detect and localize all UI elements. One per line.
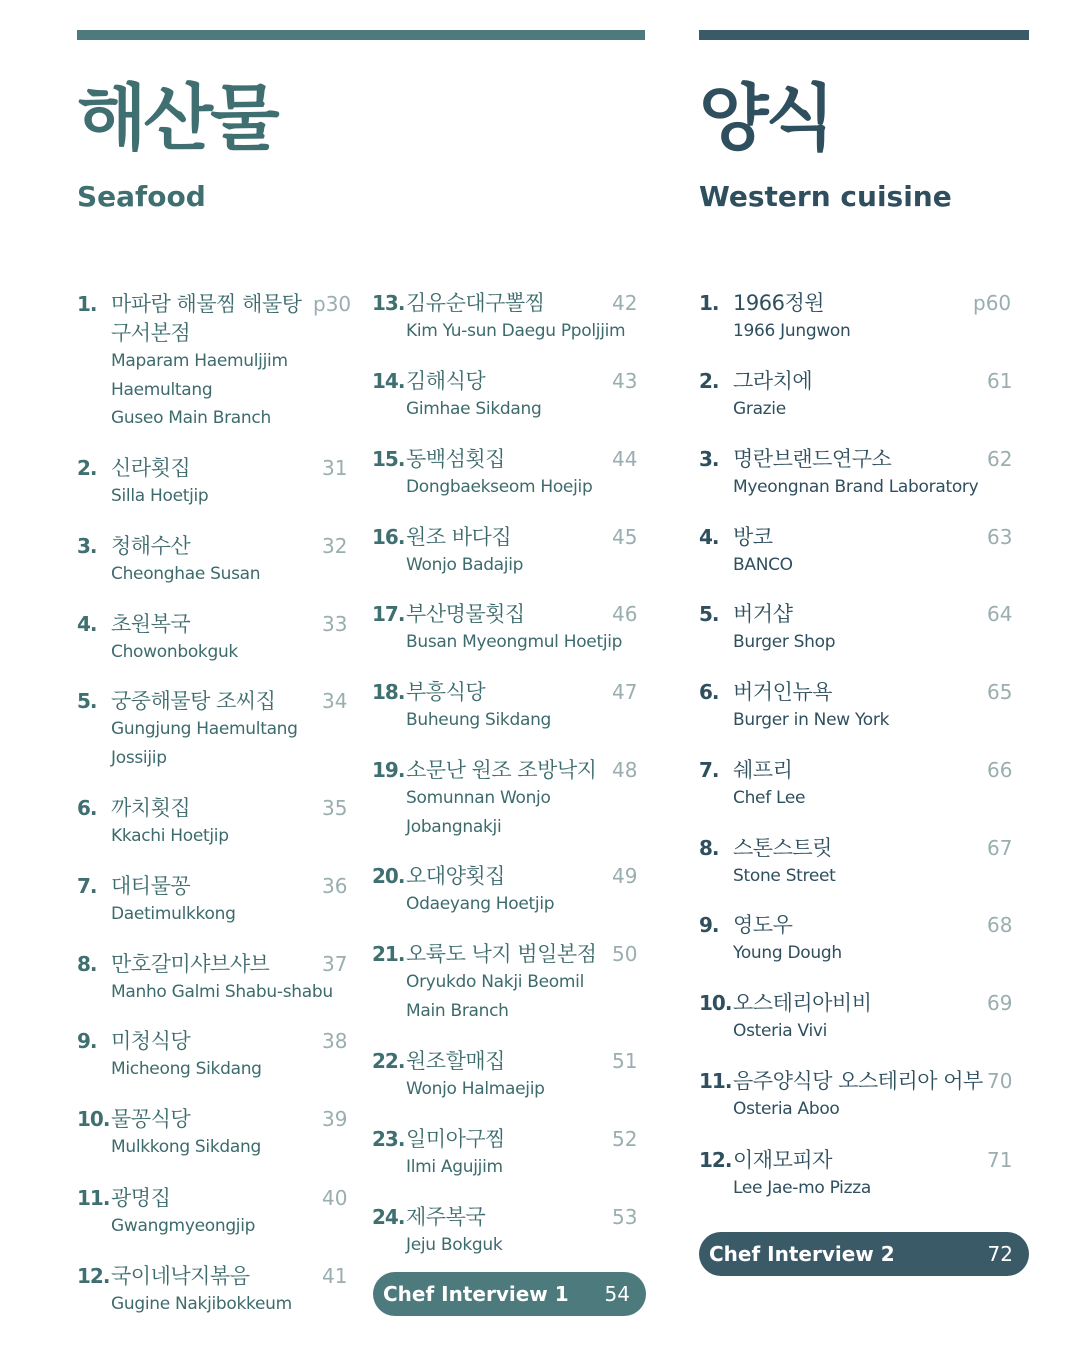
entry-english-name: Jeju Bokguk: [406, 1235, 503, 1255]
toc-entry[interactable]: [372, 447, 652, 507]
entry-number: 12.: [77, 1264, 110, 1288]
entry-number: 8.: [77, 952, 97, 976]
entry-number: 20.: [372, 864, 405, 888]
chef-interview-2-page: 72: [987, 1242, 1013, 1266]
entry-korean-name: 동백섬횟집: [406, 447, 505, 471]
entry-number: 7.: [77, 874, 97, 898]
western-header-bar: [699, 30, 1029, 40]
entry-english-name: Manho Galmi Shabu-shabu: [111, 982, 333, 1002]
entry-number: 15.: [372, 447, 405, 471]
entry-page-number: 50: [612, 942, 638, 966]
entry-number: 6.: [699, 680, 719, 704]
entry-english-name: Somunnan Wonjo: [406, 788, 551, 808]
entry-page-number: 46: [612, 602, 638, 626]
entry-english-name: Silla Hoetjip: [111, 486, 209, 506]
entry-korean-name: 스톤스트릿: [733, 836, 832, 860]
entry-number: 5.: [77, 689, 97, 713]
entry-number: 10.: [699, 991, 732, 1015]
entry-korean-name: 신라횟집: [111, 456, 191, 480]
toc-entry[interactable]: [77, 534, 362, 594]
entry-page-number: 34: [322, 689, 348, 713]
toc-entry[interactable]: [372, 758, 652, 837]
entry-number: 13.: [372, 291, 405, 315]
entry-page-number: 32: [322, 534, 348, 558]
entry-korean-name: 광명집: [111, 1186, 171, 1210]
entry-english-name: Osteria Aboo: [733, 1099, 840, 1119]
entry-korean-name: 버거인뉴욕: [733, 680, 832, 704]
entry-korean-name: 구서본점: [111, 321, 191, 345]
entry-english-name: Jobangnakji: [406, 816, 502, 837]
entry-number: 10.: [77, 1107, 110, 1131]
toc-entry[interactable]: [699, 291, 1013, 351]
entry-english-name: Busan Myeongmul Hoetjip: [406, 632, 623, 652]
entry-korean-name: 방코: [733, 525, 773, 549]
entry-number: 21.: [372, 942, 405, 966]
entry-page-number: 39: [322, 1107, 348, 1131]
entry-english-name: Cheonghae Susan: [111, 564, 261, 584]
entry-english-name: Buheung Sikdang: [406, 710, 552, 730]
entry-number: 3.: [77, 534, 97, 558]
entry-english-name: Daetimulkkong: [111, 904, 236, 924]
entry-number: 16.: [372, 525, 405, 549]
entry-number: 1.: [77, 292, 97, 316]
entry-english-name: Dongbaekseom Hoejip: [406, 477, 593, 497]
entry-english-name: Osteria Vivi: [733, 1021, 828, 1041]
entry-page-number: 45: [612, 525, 638, 549]
toc-entry[interactable]: [77, 292, 353, 428]
entry-number: 18.: [372, 680, 405, 704]
entry-number: 9.: [77, 1029, 97, 1053]
entry-number: 19.: [372, 758, 405, 782]
chef-interview-2-label: Chef Interview 2: [709, 1242, 895, 1266]
entry-english-name: Gungjung Haemultang: [111, 719, 298, 739]
entry-english-name: Kim Yu-sun Daegu Ppoljjim: [406, 321, 626, 341]
toc-entry[interactable]: [77, 1107, 362, 1167]
entry-korean-name: 부흥식당: [406, 680, 486, 704]
entry-korean-name: 쉐프리: [733, 758, 793, 782]
entry-korean-name: 제주복국: [406, 1205, 486, 1229]
entry-korean-name: 까치횟집: [111, 796, 191, 820]
entry-number: 14.: [372, 369, 405, 393]
entry-number: 4.: [77, 612, 97, 636]
entry-number: 7.: [699, 758, 719, 782]
entry-english-name: Stone Street: [733, 866, 836, 886]
entry-page-number: 62: [987, 447, 1013, 471]
entry-english-name: Kkachi Hoetjip: [111, 826, 229, 846]
toc-entry[interactable]: [77, 1029, 362, 1089]
toc-entry[interactable]: [699, 525, 1027, 585]
toc-entry[interactable]: [372, 525, 652, 585]
chef-interview-1-page: 54: [604, 1282, 630, 1306]
toc-entry[interactable]: [77, 689, 362, 768]
entry-page-number: p60: [973, 291, 1012, 315]
entry-korean-name: 초원복국: [111, 612, 191, 636]
entry-korean-name: 1966정원: [733, 291, 825, 315]
entry-page-number: 31: [322, 456, 348, 480]
entry-korean-name: 영도우: [733, 913, 793, 937]
entry-korean-name: 명란브랜드연구소: [733, 447, 892, 471]
entry-page-number: 63: [987, 525, 1013, 549]
seafood-title-english: Seafood: [77, 180, 206, 213]
toc-entry[interactable]: [372, 1049, 652, 1109]
seafood-title-korean: 해산물: [77, 76, 277, 160]
toc-entry[interactable]: [699, 447, 1027, 507]
toc-entry[interactable]: [372, 1127, 652, 1187]
entry-number: 9.: [699, 913, 719, 937]
entry-korean-name: 이재모피자: [733, 1148, 832, 1172]
entry-number: 3.: [699, 447, 719, 471]
toc-entry[interactable]: [77, 796, 362, 856]
entry-page-number: 38: [322, 1029, 348, 1053]
toc-entry[interactable]: [372, 864, 652, 924]
entry-english-name: Lee Jae-mo Pizza: [733, 1178, 871, 1198]
toc-entry[interactable]: [699, 369, 1027, 429]
entry-korean-name: 국이네낙지볶음: [111, 1264, 250, 1288]
entry-page-number: 37: [322, 952, 348, 976]
entry-page-number: 35: [322, 796, 348, 820]
entry-english-name: Ilmi Agujjim: [406, 1157, 503, 1177]
entry-page-number: 42: [612, 291, 638, 315]
entry-korean-name: 오스테리아비비: [733, 991, 872, 1015]
toc-entry[interactable]: [699, 1148, 1027, 1208]
toc-entry[interactable]: [77, 1186, 362, 1246]
entry-page-number: 48: [612, 758, 638, 782]
entry-english-name: Grazie: [733, 399, 786, 419]
entry-english-name: Gwangmyeongjip: [111, 1216, 256, 1236]
entry-english-name: Haemultang: [111, 379, 213, 400]
entry-page-number: 43: [612, 369, 638, 393]
entry-korean-name: 김유순대구뽈찜: [406, 291, 545, 315]
entry-english-name: Guseo Main Branch: [111, 408, 271, 428]
western-title-korean: 양식: [699, 76, 833, 160]
entry-number: 11.: [699, 1069, 732, 1093]
entry-korean-name: 만호갈미샤브샤브: [111, 952, 270, 976]
entry-korean-name: 미청식당: [111, 1029, 191, 1053]
entry-page-number: 53: [612, 1205, 638, 1229]
entry-english-name: Burger in New York: [733, 710, 890, 730]
entry-page-number: 51: [612, 1049, 638, 1073]
entry-page-number: 47: [612, 680, 638, 704]
entry-korean-name: 궁중해물탕 조씨집: [111, 689, 276, 713]
entry-page-number: 64: [987, 602, 1013, 626]
entry-korean-name: 일미아구찜: [406, 1127, 505, 1151]
entry-number: 6.: [77, 796, 97, 820]
entry-number: 2.: [77, 456, 97, 480]
toc-entry[interactable]: [699, 758, 1027, 818]
entry-english-name: Micheong Sikdang: [111, 1059, 262, 1079]
toc-entry[interactable]: [699, 680, 1027, 740]
entry-korean-name: 원조 바다집: [406, 525, 512, 549]
toc-entry[interactable]: [77, 874, 362, 934]
entry-english-name: Oryukdo Nakji Beomil: [406, 972, 585, 992]
entry-english-name: Maparam Haemuljjim: [111, 351, 288, 371]
entry-page-number: 69: [987, 991, 1013, 1015]
entry-page-number: 40: [322, 1186, 348, 1210]
entry-page-number: 44: [612, 447, 638, 471]
entry-english-name: Mulkkong Sikdang: [111, 1137, 261, 1157]
entry-number: 24.: [372, 1205, 405, 1229]
toc-entry[interactable]: [372, 1205, 652, 1265]
entry-english-name: Wonjo Halmaejip: [406, 1079, 545, 1099]
entry-korean-name: 청해수산: [111, 534, 191, 558]
entry-korean-name: 오대양횟집: [406, 864, 505, 888]
toc-entry[interactable]: [699, 991, 1027, 1051]
entry-korean-name: 그라치에: [733, 369, 813, 393]
entry-number: 8.: [699, 836, 719, 860]
entry-english-name: Myeongnan Brand Laboratory: [733, 477, 979, 497]
entry-english-name: 1966 Jungwon: [733, 321, 851, 341]
entry-english-name: Jossijip: [111, 747, 167, 768]
entry-korean-name: 김해식당: [406, 369, 486, 393]
entry-korean-name: 버거샵: [733, 602, 793, 626]
entry-number: 12.: [699, 1148, 732, 1172]
entry-korean-name: 음주양식당 오스테리아 어부: [733, 1069, 983, 1093]
entry-number: 5.: [699, 602, 719, 626]
entry-korean-name: 부산명물횟집: [406, 602, 525, 626]
entry-english-name: BANCO: [733, 555, 793, 575]
entry-korean-name: 오륙도 낙지 범일본점: [406, 942, 597, 966]
toc-entry[interactable]: [372, 369, 652, 429]
entry-number: 4.: [699, 525, 719, 549]
entry-page-number: 66: [987, 758, 1013, 782]
entry-page-number: 52: [612, 1127, 638, 1151]
entry-page-number: 67: [987, 836, 1013, 860]
entry-page-number: 61: [987, 369, 1013, 393]
entry-page-number: 49: [612, 864, 638, 888]
toc-entry[interactable]: [372, 942, 652, 1021]
entry-korean-name: 대티물꽁: [111, 874, 191, 898]
entry-page-number: 41: [322, 1264, 348, 1288]
entry-english-name: Chef Lee: [733, 788, 806, 808]
toc-entry[interactable]: [372, 602, 652, 662]
toc-entry[interactable]: [372, 680, 652, 740]
entry-page-number: 70: [987, 1069, 1013, 1093]
toc-entry[interactable]: [699, 913, 1027, 973]
entry-korean-name: 소문난 원조 조방낙지: [406, 758, 597, 782]
entry-number: 2.: [699, 369, 719, 393]
entry-page-number: 71: [987, 1148, 1013, 1172]
entry-page-number: p30: [313, 292, 352, 316]
entry-english-name: Gimhae Sikdang: [406, 399, 542, 419]
entry-number: 11.: [77, 1186, 110, 1210]
entry-english-name: Gugine Nakjibokkeum: [111, 1294, 292, 1314]
entry-number: 1.: [699, 291, 719, 315]
entry-page-number: 33: [322, 612, 348, 636]
chef-interview-1-button[interactable]: [373, 1272, 646, 1316]
toc-entry[interactable]: [77, 1264, 362, 1324]
entry-page-number: 68: [987, 913, 1013, 937]
entry-number: 23.: [372, 1127, 405, 1151]
entry-korean-name: 원조할매집: [406, 1049, 505, 1073]
western-title-english: Western cuisine: [699, 180, 952, 213]
entry-number: 17.: [372, 602, 405, 626]
toc-entry[interactable]: [699, 1069, 1027, 1129]
chef-interview-2-button[interactable]: [699, 1232, 1029, 1276]
toc-entry[interactable]: [699, 602, 1027, 662]
entry-page-number: 65: [987, 680, 1013, 704]
toc-entry[interactable]: [77, 952, 362, 1012]
seafood-header-bar: [77, 30, 645, 40]
toc-entry[interactable]: [372, 291, 652, 351]
entry-page-number: 36: [322, 874, 348, 898]
entry-korean-name: 마파람 해물찜 해물탕: [111, 292, 302, 316]
entry-english-name: Chowonbokguk: [111, 642, 238, 662]
entry-korean-name: 물꽁식당: [111, 1107, 191, 1131]
entry-number: 22.: [372, 1049, 405, 1073]
toc-entry[interactable]: [699, 836, 1027, 896]
entry-english-name: Wonjo Badajip: [406, 555, 524, 575]
entry-english-name: Young Dough: [733, 943, 842, 963]
entry-english-name: Odaeyang Hoetjip: [406, 894, 555, 914]
entry-english-name: Burger Shop: [733, 632, 836, 652]
chef-interview-1-label: Chef Interview 1: [383, 1282, 569, 1306]
toc-entry[interactable]: [77, 456, 362, 516]
entry-english-name: Main Branch: [406, 1000, 509, 1021]
toc-entry[interactable]: [77, 612, 362, 672]
